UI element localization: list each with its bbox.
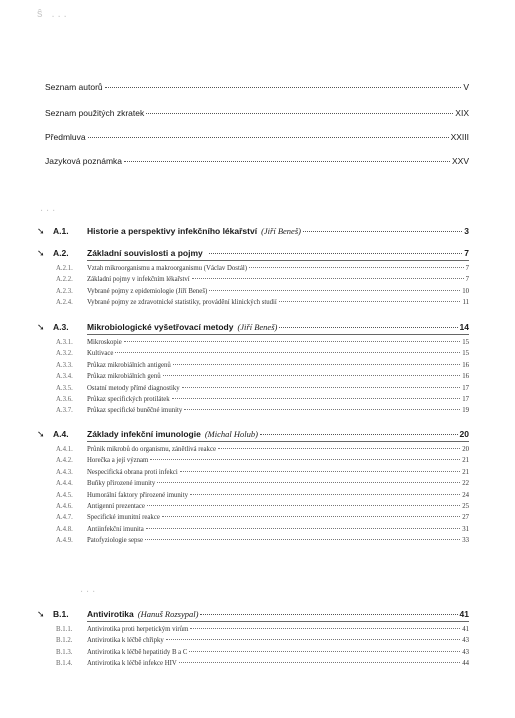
subsection-title: Průkaz specifické buněčné imunity	[87, 407, 183, 415]
subsection-number: A.4.7.	[56, 514, 73, 522]
subsection-number: A.4.2.	[56, 457, 73, 465]
subsection-page: 43	[462, 648, 469, 656]
subsection-item[interactable]	[37, 444, 469, 455]
subsection-number: A.4.8.	[56, 525, 73, 533]
subsection-title: Antiinfekční imunita	[87, 525, 144, 533]
section-number: B.1.	[53, 609, 69, 619]
subsection-item[interactable]	[37, 348, 469, 359]
subsection-title: Ostatní metody přímé diagnostiky	[87, 384, 180, 392]
subsection-title: Antigenní prezentace	[87, 502, 145, 510]
subsection-page: 43	[462, 637, 469, 645]
section-title: Základy infekční imunologie	[87, 429, 201, 439]
subsection-page: 21	[462, 468, 469, 476]
dot-leader	[182, 387, 461, 388]
subsection-item[interactable]	[37, 524, 469, 535]
subsection-title: Buňky přirozené imunity	[87, 480, 156, 488]
dot-leader	[249, 267, 464, 268]
front-matter-item[interactable]	[45, 132, 469, 142]
subsection-number: B.1.3.	[56, 648, 73, 656]
section-number: A.2.	[53, 248, 69, 258]
section-a4	[37, 429, 469, 547]
subsection-page: 31	[462, 525, 469, 533]
section-page: 3	[464, 226, 469, 236]
dot-leader	[163, 375, 461, 376]
section-number: A.1.	[53, 226, 69, 236]
subsection-item[interactable]	[37, 512, 469, 523]
front-matter-item[interactable]	[45, 156, 469, 166]
subsection-title: Specifické imunitní reakce	[87, 514, 160, 522]
subsection-item[interactable]	[37, 535, 469, 546]
dot-leader	[190, 628, 460, 629]
subsection-page: 11	[462, 299, 469, 307]
dot-leader	[124, 161, 450, 162]
section-title: Historie a perspektivy infekčního lékařství	[87, 226, 258, 236]
section-heading[interactable]	[37, 322, 469, 333]
subsection-item[interactable]	[37, 658, 469, 669]
section-a3	[37, 322, 469, 417]
section-number: A.3.	[53, 322, 69, 332]
subsection-item[interactable]	[37, 286, 469, 297]
subsection-page: 27	[462, 514, 469, 522]
subsection-item[interactable]	[37, 405, 469, 416]
subsection-title: Patofyziologie sepse	[87, 537, 144, 545]
header-fragment: ŝ ...	[37, 8, 70, 20]
subsection-title: Průkaz mikrobiálních genů	[87, 373, 161, 381]
front-matter-title: Předmluva	[45, 132, 86, 142]
subsection-number: A.4.1.	[56, 446, 73, 453]
dot-leader	[209, 290, 460, 291]
arrow-icon: ➘	[37, 609, 45, 619]
dot-leader	[303, 231, 462, 232]
section-a1	[37, 226, 469, 237]
dot-leader	[184, 409, 460, 410]
front-matter-page: V	[463, 82, 469, 92]
subsection-page: 16	[462, 373, 469, 381]
subsection-title: Humorální faktory přirozené imunity	[87, 491, 188, 499]
subsection-page: 15	[462, 350, 469, 358]
subsection-number: A.4.4.	[56, 480, 73, 488]
dot-leader	[173, 364, 460, 365]
section-author: (Hanuš Rozsypal)	[137, 609, 199, 619]
subsection-item[interactable]	[37, 274, 469, 285]
dot-leader	[105, 87, 462, 88]
subsection-page: 15	[462, 339, 469, 346]
subsection-title: Vybrané pojmy z epidemiologie (Jiří Beneš)	[87, 287, 208, 295]
subsection-item[interactable]	[37, 635, 469, 646]
subsection-number: A.2.2.	[56, 276, 73, 284]
section-title: Mikrobiologické vyšetřovací metody	[87, 322, 234, 332]
dot-leader	[162, 516, 460, 517]
arrow-icon: ➘	[37, 248, 45, 258]
dot-leader	[209, 253, 463, 254]
section-author: (Michal Holub)	[204, 429, 258, 439]
dot-leader	[146, 528, 460, 529]
dot-leader	[145, 539, 460, 540]
dot-leader	[157, 482, 460, 483]
section-page: 41	[459, 609, 469, 619]
subsection-page: 17	[462, 384, 469, 392]
dot-leader	[166, 639, 460, 640]
subsection-title: Antivirotika proti herpetickým virům	[87, 626, 189, 633]
subsection-number: A.3.5.	[56, 384, 73, 392]
subsection-number: A.3.6.	[56, 395, 73, 403]
section-a2	[37, 248, 469, 309]
front-matter-page: XXIII	[450, 132, 469, 142]
subsection-item[interactable]	[37, 337, 469, 348]
front-matter-title: Seznam autorů	[45, 82, 103, 92]
section-number: A.4.	[53, 429, 69, 439]
section-rule	[87, 260, 469, 261]
subsection-number: B.1.4.	[56, 660, 73, 668]
subsection-item[interactable]	[37, 297, 469, 308]
arrow-icon: ➘	[37, 226, 45, 236]
dot-leader	[190, 494, 460, 495]
subsection-page: 10	[462, 287, 469, 295]
subsection-title: Antivirotika k léčbě infekce HIV	[87, 660, 177, 668]
subsection-item[interactable]	[37, 647, 469, 658]
section-heading[interactable]	[37, 226, 469, 237]
arrow-icon: ➘	[37, 429, 45, 439]
subsection-title: Antivirotika k léčbě chřipky	[87, 637, 164, 645]
subsection-title: Průnik mikrobů do organismu, zánětlivá reakce	[87, 446, 216, 453]
section-author: (Jiří Beneš)	[237, 322, 278, 332]
part-a-heading: ...	[40, 202, 59, 214]
dot-leader	[179, 662, 460, 663]
dot-leader	[279, 301, 461, 302]
section-rule	[87, 621, 469, 622]
dot-leader	[218, 448, 460, 449]
subsection-page: 41	[462, 626, 469, 633]
dot-leader	[115, 352, 460, 353]
subsection-item[interactable]	[37, 263, 469, 274]
section-b1	[37, 609, 469, 670]
dot-leader	[146, 113, 453, 114]
part-b-heading: ...	[80, 583, 99, 595]
subsection-number: A.2.4.	[56, 299, 73, 307]
subsection-number: A.3.2.	[56, 350, 73, 358]
subsection-page: 7	[465, 265, 469, 272]
subsection-title: Nespecifická obrana proti infekci	[87, 468, 178, 476]
subsection-number: A.4.5.	[56, 491, 73, 499]
subsection-number: B.1.2.	[56, 637, 73, 645]
dot-leader	[172, 398, 461, 399]
subsection-page: 17	[462, 395, 469, 403]
subsection-page: 33	[462, 537, 469, 545]
subsection-title: Vztah mikroorganismu a makroorganismu (Václav Dostál)	[87, 265, 248, 272]
subsection-page: 24	[462, 491, 469, 499]
front-matter-page: XIX	[455, 108, 469, 118]
subsection-item[interactable]	[37, 490, 469, 501]
subsection-item[interactable]	[37, 383, 469, 394]
section-heading[interactable]	[37, 609, 469, 620]
dot-leader	[180, 471, 460, 472]
subsection-number: A.3.4.	[56, 373, 73, 381]
subsection-item[interactable]	[37, 467, 469, 478]
section-rule	[87, 334, 469, 335]
subsection-number: A.4.9.	[56, 537, 73, 545]
subsection-page: 25	[462, 502, 469, 510]
dot-leader	[192, 278, 464, 279]
front-matter-title: Jazyková poznámka	[45, 156, 123, 166]
section-title: Antivirotika	[87, 609, 134, 619]
section-heading[interactable]	[37, 248, 469, 259]
subsection-item[interactable]	[37, 394, 469, 405]
dot-leader	[279, 327, 457, 328]
section-rule	[87, 441, 469, 442]
dot-leader	[260, 434, 458, 435]
front-matter-page: XXV	[451, 156, 469, 166]
dot-leader	[189, 651, 460, 652]
dot-leader	[124, 341, 460, 342]
section-page: 20	[459, 429, 469, 439]
subsection-item[interactable]	[37, 360, 469, 371]
subsection-number: B.1.1.	[56, 626, 73, 633]
subsection-number: A.2.1.	[56, 265, 73, 272]
section-title: Základní souvislosti a pojmy	[87, 248, 203, 258]
section-author: (Jiří Beneš)	[261, 226, 301, 236]
subsection-title: Vybrané pojmy ze zdravotnické statistiky, provádění klinických studií	[87, 299, 277, 307]
subsection-title: Základní pojmy v infekčním lékařství	[87, 276, 190, 284]
subsection-item[interactable]	[37, 478, 469, 489]
subsection-number: A.4.6.	[56, 502, 73, 510]
subsection-page: 19	[462, 407, 469, 415]
subsection-number: A.2.3.	[56, 287, 73, 295]
front-matter-title: Seznam použitých zkratek	[45, 108, 145, 118]
subsection-number: A.3.3.	[56, 361, 73, 369]
subsection-item[interactable]	[37, 501, 469, 512]
section-page: 7	[464, 248, 469, 258]
section-heading[interactable]	[37, 429, 469, 440]
subsection-title: Antivirotika k léčbě hepatitidy B a C	[87, 648, 188, 656]
subsection-title: Průkaz specifických protilátek	[87, 395, 170, 403]
subsection-number: A.3.1.	[56, 339, 73, 346]
dot-leader	[150, 459, 460, 460]
subsection-item[interactable]	[37, 624, 469, 635]
subsection-page: 16	[462, 361, 469, 369]
front-matter-item[interactable]	[45, 108, 469, 118]
section-page: 14	[459, 322, 469, 332]
subsection-page: 7	[465, 276, 469, 284]
dot-leader	[147, 505, 460, 506]
subsection-item[interactable]	[37, 455, 469, 466]
arrow-icon: ➘	[37, 322, 45, 332]
subsection-page: 44	[462, 660, 469, 668]
subsection-number: A.4.3.	[56, 468, 73, 476]
subsection-title: Průkaz mikrobiálních antigenů	[87, 361, 171, 369]
subsection-item[interactable]	[37, 371, 469, 382]
subsection-page: 21	[462, 457, 469, 465]
dot-leader	[88, 137, 449, 138]
subsection-title: Mikroskopie	[87, 339, 122, 346]
subsection-page: 22	[462, 480, 469, 488]
subsection-number: A.3.7.	[56, 407, 73, 415]
subsection-page: 20	[462, 446, 469, 453]
subsection-title: Kultivace	[87, 350, 114, 358]
subsection-title: Horečka a její význam	[87, 457, 149, 465]
front-matter-item[interactable]	[45, 82, 469, 92]
dot-leader	[200, 614, 457, 615]
